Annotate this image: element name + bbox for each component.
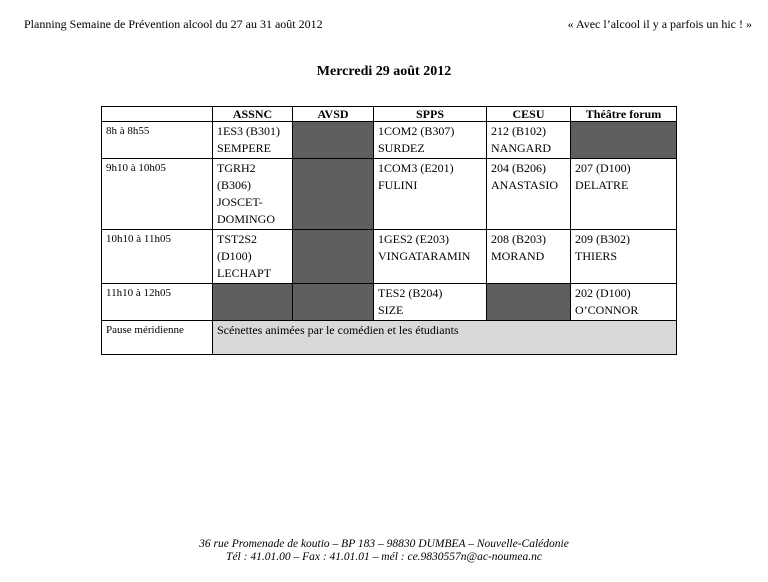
table-row (102, 230, 677, 284)
footer-contact: Tél : 41.01.00 – Fax : 41.01.01 – mél : ce.9830557n@ac-noumea.nc (226, 551, 542, 563)
pause-row (102, 321, 677, 355)
cesu-cell (487, 122, 571, 159)
avsd-cell-empty (293, 230, 374, 284)
footer-address: 36 rue Promenade de koutio – BP 183 – 98830 DUMBEA – Nouvelle-Calédonie (199, 538, 569, 550)
time-cell: 10h10 à 11h05 (102, 230, 213, 284)
page-title: Mercredi 29 août 2012 (316, 64, 452, 79)
theatre-cell-empty (571, 122, 677, 159)
cell-line: 1COM2 (B307) (378, 124, 455, 138)
header-cell-spps: SPPS (374, 107, 487, 122)
pause-label: Pause méridienne (102, 321, 213, 355)
cell-line: (D100) (217, 249, 252, 263)
cell-line: 212 (B102) (491, 124, 546, 138)
table-row (102, 159, 677, 230)
cell-line: 202 (D100) (575, 286, 631, 300)
cell-line: FULINI (378, 178, 418, 192)
avsd-cell-empty (293, 122, 374, 159)
cell-line: DOMINGO (217, 212, 275, 226)
cell-line: VINGATARAMIN (378, 249, 471, 263)
schedule-table (101, 106, 677, 355)
theatre-cell (571, 284, 677, 321)
cell-line: THIERS (575, 249, 617, 263)
spps-cell (374, 284, 487, 321)
document-header-right: « Avec l’alcool il y a parfois un hic ! » (567, 17, 752, 31)
assnc-cell (213, 159, 293, 230)
theatre-cell (571, 230, 677, 284)
cell-line: 1COM3 (E201) (378, 161, 454, 175)
time-cell: 11h10 à 12h05 (102, 284, 213, 321)
time-cell: 9h10 à 10h05 (102, 159, 213, 230)
cell-line: 1ES3 (B301) (217, 124, 280, 138)
time-cell: 8h à 8h55 (102, 122, 213, 159)
cell-line: TGRH2 (217, 161, 256, 175)
header-cell-cesu: CESU (487, 107, 571, 122)
cell-line: SURDEZ (378, 141, 425, 155)
cell-line: LECHAPT (217, 266, 271, 280)
header-cell-empty (102, 107, 213, 122)
cell-line: 208 (B203) (491, 232, 546, 246)
cell-line: DELATRE (575, 178, 629, 192)
table-row (102, 122, 677, 159)
cell-line: 204 (B206) (491, 161, 546, 175)
pause-description: Scénettes animées par le comédien et les étudiants (213, 321, 677, 355)
table-header-row (102, 107, 677, 122)
header-cell-assnc: ASSNC (213, 107, 293, 122)
cell-line: O’CONNOR (575, 303, 639, 317)
cell-line: ANASTASIO (491, 178, 559, 192)
cell-line: SEMPERE (217, 141, 272, 155)
cell-line: MORAND (491, 249, 545, 263)
cell-line: TES2 (B204) (378, 286, 443, 300)
spps-cell (374, 230, 487, 284)
table-row (102, 284, 677, 321)
cell-line: (B306) (217, 178, 251, 192)
assnc-cell (213, 230, 293, 284)
theatre-cell (571, 159, 677, 230)
cell-line: JOSCET- (217, 195, 263, 209)
assnc-cell-empty (213, 284, 293, 321)
cell-line: 209 (B302) (575, 232, 630, 246)
cell-line: 1GES2 (E203) (378, 232, 449, 246)
cell-line: NANGARD (491, 141, 551, 155)
avsd-cell-empty (293, 159, 374, 230)
cesu-cell (487, 230, 571, 284)
spps-cell (374, 122, 487, 159)
cesu-cell (487, 159, 571, 230)
cell-line: TST2S2 (217, 232, 258, 246)
header-cell-theatre-forum: Théâtre forum (571, 107, 677, 122)
cell-line: SIZE (378, 303, 404, 317)
spps-cell (374, 159, 487, 230)
assnc-cell (213, 122, 293, 159)
cesu-cell-empty (487, 284, 571, 321)
cell-line: 207 (D100) (575, 161, 631, 175)
document-header-left: Planning Semaine de Prévention alcool du 27 au 31 août 2012 (24, 17, 323, 31)
avsd-cell-empty (293, 284, 374, 321)
header-cell-avsd: AVSD (293, 107, 374, 122)
